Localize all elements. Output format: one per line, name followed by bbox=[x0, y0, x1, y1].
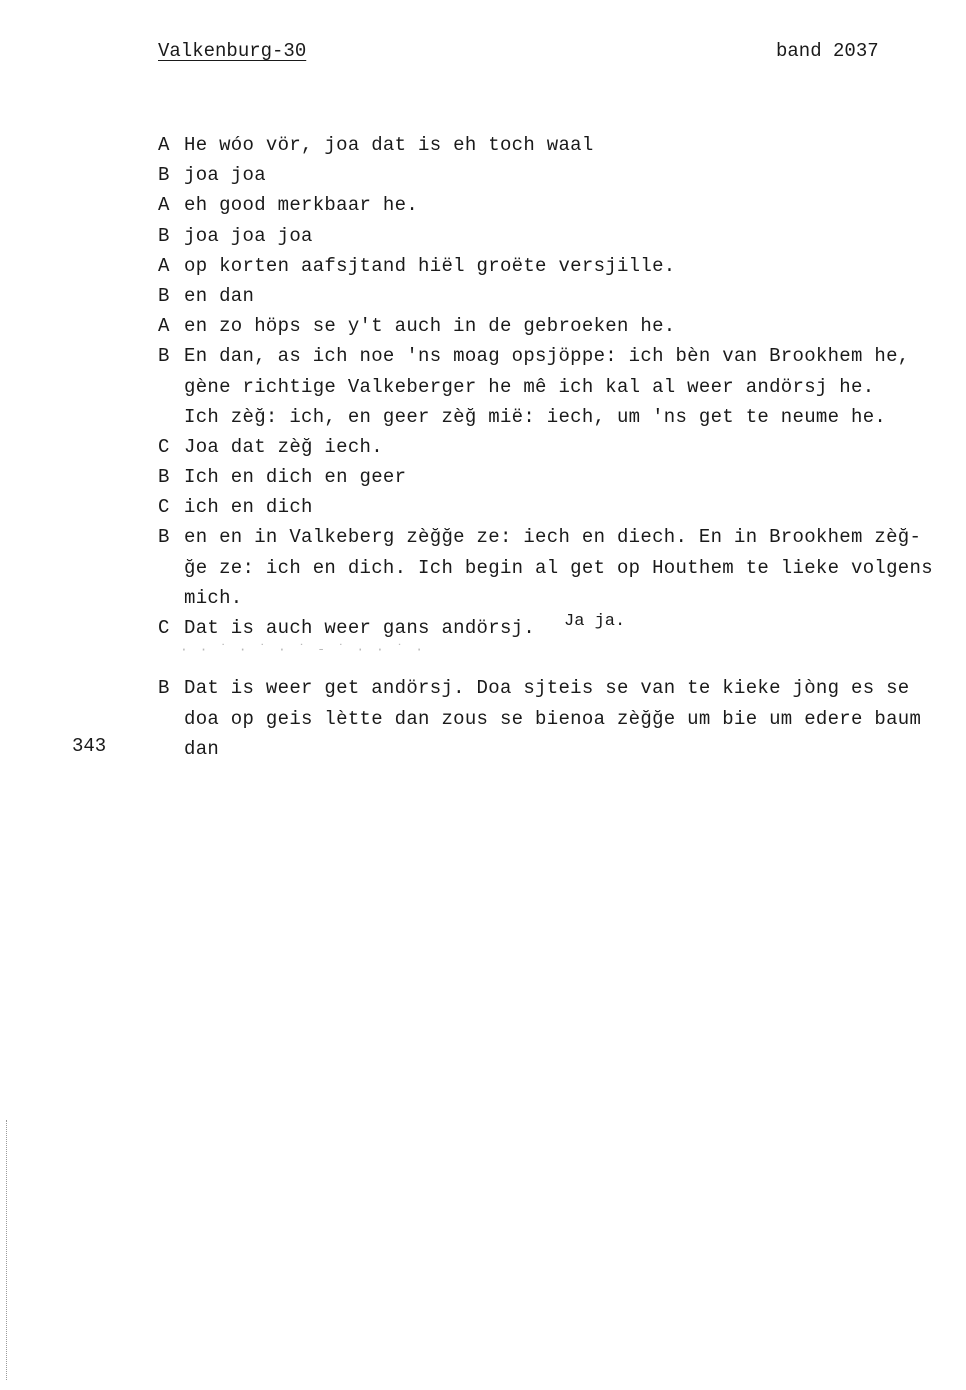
transcript-line bbox=[158, 221, 966, 251]
speaker-label: B bbox=[158, 345, 170, 368]
transcript-line bbox=[158, 402, 966, 432]
margin-line-number: 343 bbox=[72, 735, 107, 757]
page-edge-mark bbox=[6, 1120, 8, 1380]
utterance-text: gène richtige Valkeberger he mê ich kal al weer andörsj he. bbox=[184, 375, 875, 398]
tape-number: band 2037 bbox=[776, 40, 879, 62]
utterance-text: en zo höps se y't auch in de gebroeken he. bbox=[184, 315, 676, 338]
utterance-text: dan bbox=[184, 737, 220, 760]
utterance-text: En dan, as ich noe 'ns moag opsjöppe: ich bèn van Brookhem he, bbox=[184, 345, 910, 368]
speaker-label: B bbox=[158, 164, 170, 187]
transcript-line bbox=[158, 522, 966, 552]
interjection-text: Ja ja. bbox=[564, 612, 626, 631]
utterance-text: doa op geis lètte dan zous se bienoa zèğğe um bie um edere baum bbox=[184, 707, 922, 730]
faded-print-artifact: · · ˙ · ˙ · ˙ - ˙ · · ˙ · bbox=[180, 642, 426, 657]
transcript-line bbox=[158, 492, 966, 522]
speaker-label: A bbox=[158, 254, 170, 277]
transcript-line bbox=[158, 432, 966, 462]
utterance-text: mich. bbox=[184, 586, 243, 609]
utterance-text: ich en dich bbox=[184, 496, 313, 519]
utterance-text: Joa dat zèğ iech. bbox=[184, 435, 383, 458]
transcript-line bbox=[158, 281, 966, 311]
transcript-line bbox=[158, 372, 966, 402]
speaker-label: B bbox=[158, 284, 170, 307]
speaker-label: B bbox=[158, 224, 170, 247]
speaker-label: B bbox=[158, 677, 170, 700]
speaker-label: A bbox=[158, 134, 170, 156]
transcript-line bbox=[158, 190, 966, 220]
transcript-line bbox=[158, 613, 966, 643]
utterance-text: Ich en dich en geer bbox=[184, 466, 407, 489]
transcript-line bbox=[158, 673, 966, 703]
transcript-line bbox=[158, 704, 966, 734]
transcript-line bbox=[158, 160, 966, 190]
utterance-text: eh good merkbaar he. bbox=[184, 194, 419, 217]
transcript-line bbox=[158, 251, 966, 281]
utterance-text: He wóo vör, joa dat is eh toch waal bbox=[184, 134, 594, 156]
utterance-text: joa joa joa bbox=[184, 224, 313, 247]
speaker-label: C bbox=[158, 496, 170, 519]
utterance-text: Ich zèğ: ich, en geer zèğ mië: iech, um 'ns get te neume he. bbox=[184, 405, 887, 428]
transcript-line bbox=[158, 553, 966, 583]
transcript-line bbox=[158, 130, 966, 160]
utterance-text: op korten aafsjtand hiël groëte versjille. bbox=[184, 254, 676, 277]
transcript-line bbox=[158, 341, 966, 371]
speaker-label: C bbox=[158, 617, 170, 639]
transcript-line bbox=[158, 734, 966, 764]
speaker-label: C bbox=[158, 435, 170, 458]
transcript-line bbox=[158, 583, 966, 613]
transcript-line bbox=[158, 311, 966, 341]
utterance-text: ğe ze: ich en dich. Ich begin al get op Houthem te lieke volgens bbox=[184, 556, 933, 579]
speaker-label: A bbox=[158, 315, 170, 338]
utterance-text: en dan bbox=[184, 284, 255, 307]
utterance-text: Dat is auch weer gans andörsj. bbox=[184, 617, 536, 639]
utterance-text: en en in Valkeberg zèğğe ze: iech en diech. En in Brookhem zèğ- bbox=[184, 526, 922, 549]
speaker-label: A bbox=[158, 194, 170, 217]
utterance-text: joa joa bbox=[184, 164, 266, 187]
speaker-label: B bbox=[158, 526, 170, 549]
transcript-line bbox=[158, 462, 966, 492]
speaker-label: B bbox=[158, 466, 170, 489]
utterance-text: Dat is weer get andörsj. Doa sjteis se van te kieke jòng es se bbox=[184, 677, 910, 700]
document-title: Valkenburg-30 bbox=[158, 40, 307, 62]
transcript bbox=[158, 130, 966, 764]
